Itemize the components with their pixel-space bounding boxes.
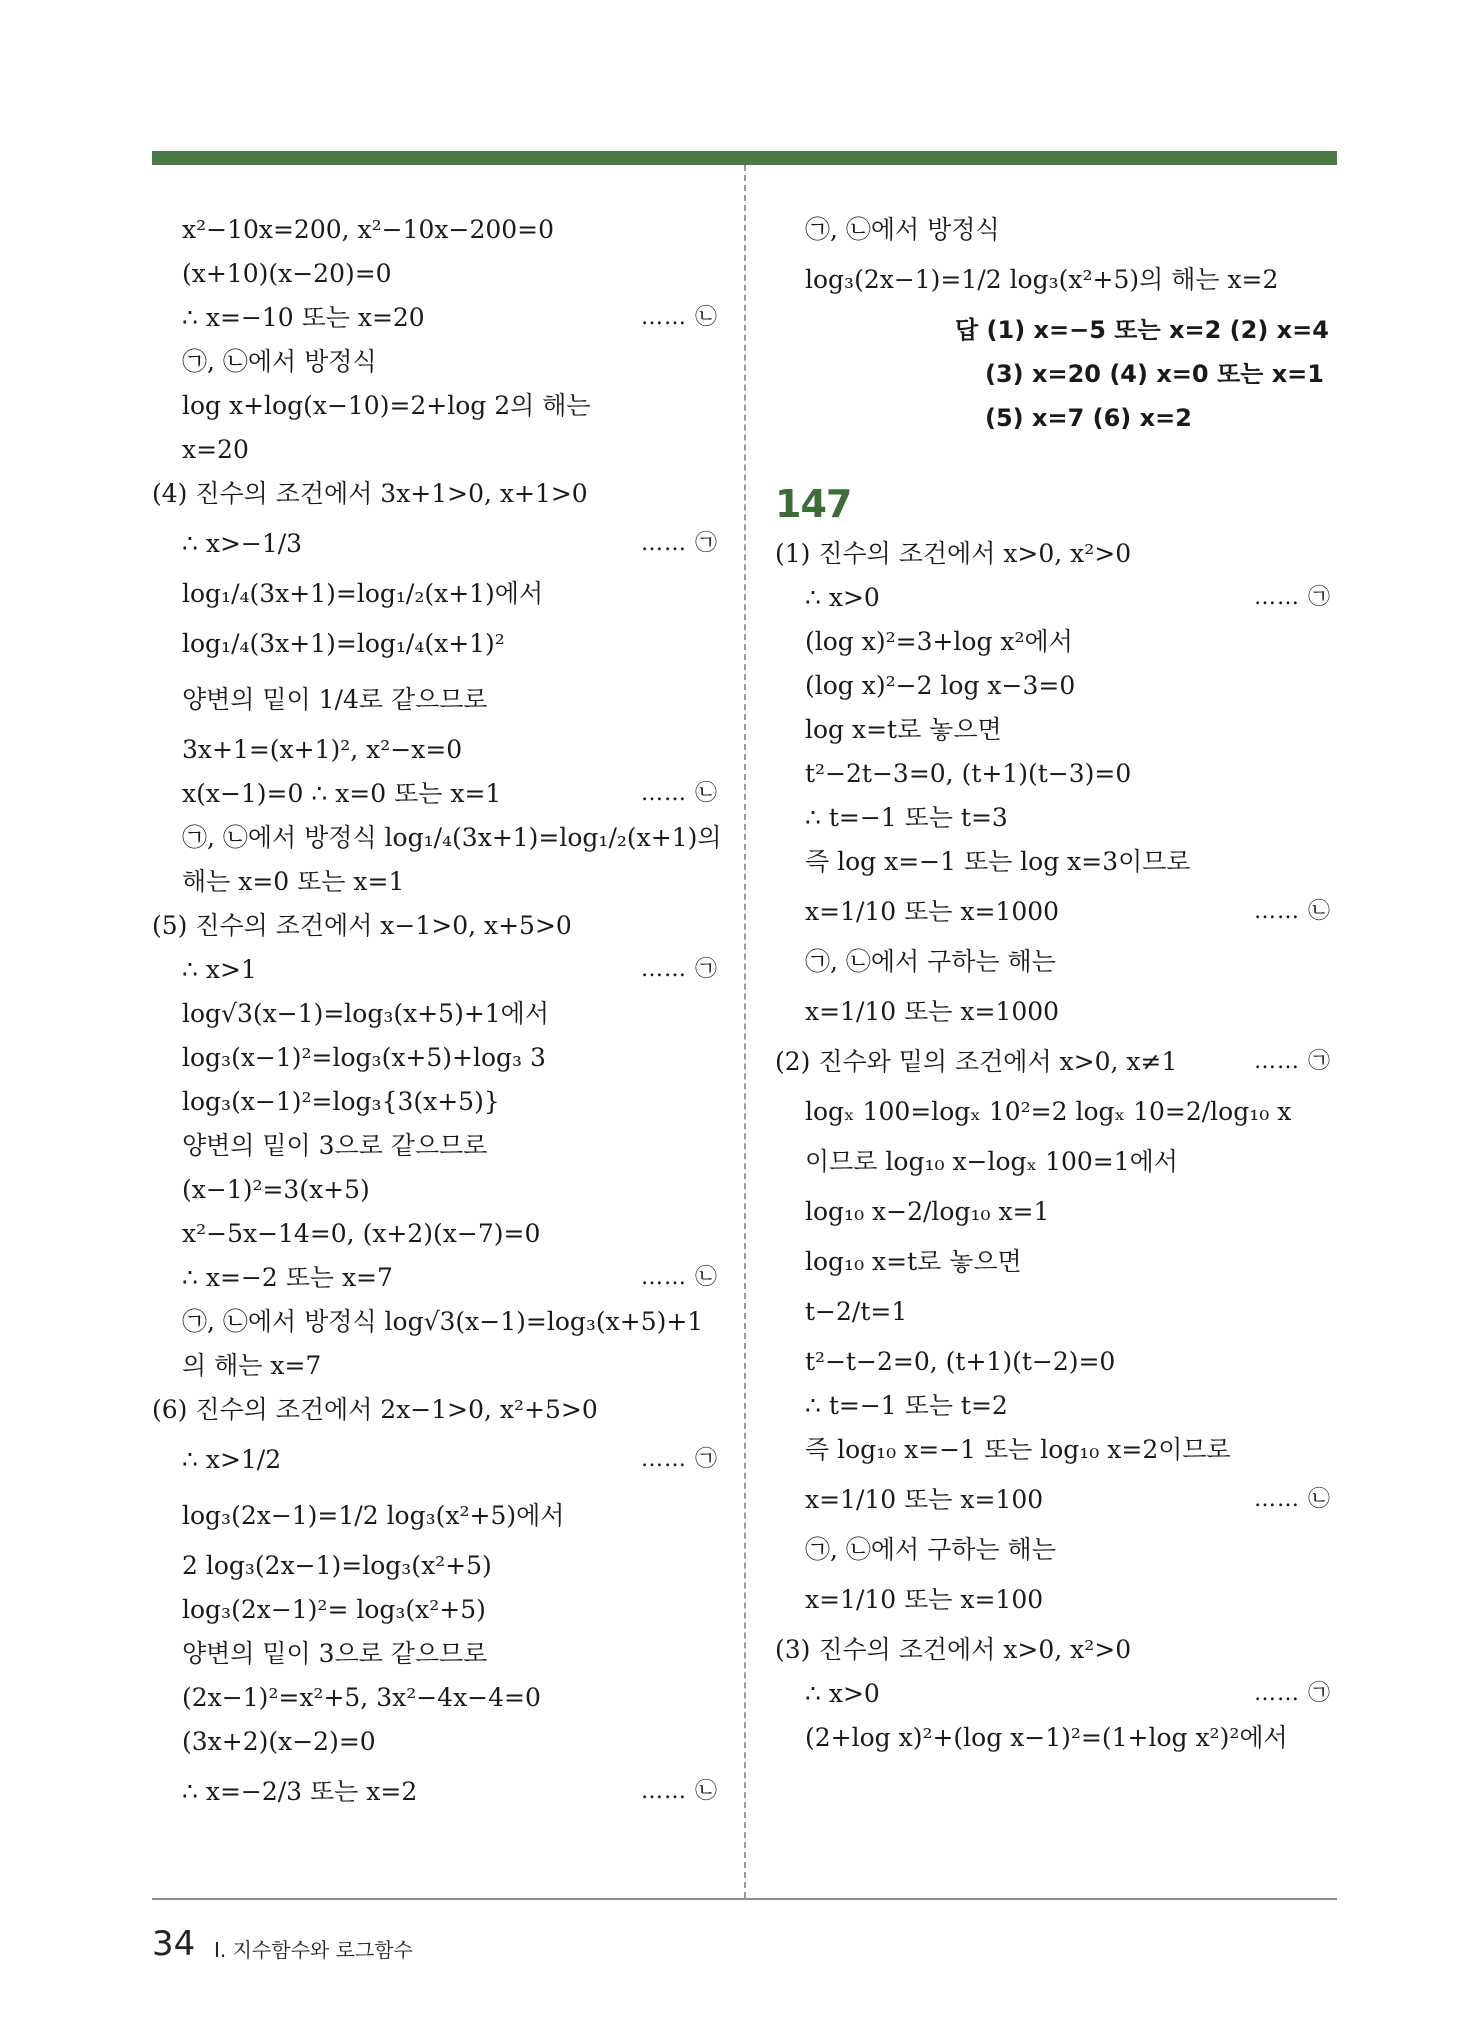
- solution-line: [775, 1384, 1335, 1428]
- line-text: 이므로 log₁₀ x−logₓ 100=1에서: [805, 1147, 1178, 1176]
- line-text: (x−1)²=3(x+5): [182, 1175, 370, 1204]
- line-text: log₃(x−1)²=log₃(x+5)+log₃ 3: [182, 1043, 546, 1072]
- equation-marker: …… ㉠: [641, 531, 718, 556]
- line-text: 해는 x=0 또는 x=1: [182, 867, 405, 896]
- line-text: ∴ x>0: [805, 583, 880, 612]
- solution-line: [152, 1124, 722, 1168]
- header-accent-bar: [152, 151, 1337, 165]
- line-text: (log x)²−2 log x−3=0: [805, 671, 1076, 700]
- line-text: ∴ x=−2/3 또는 x=2: [182, 1777, 418, 1806]
- solution-line: [775, 1040, 1335, 1084]
- solution-line: [775, 1084, 1335, 1140]
- line-text: 양변의 밑이 1/4로 같으므로: [182, 685, 488, 714]
- line-text: x²−10x=200, x²−10x−200=0: [182, 215, 555, 244]
- line-text: x²−5x−14=0, (x+2)(x−7)=0: [182, 1219, 541, 1248]
- solution-line: [152, 572, 722, 616]
- solution-line: [775, 1340, 1335, 1384]
- solution-line: [775, 1672, 1335, 1716]
- line-text: (3x+2)(x−2)=0: [182, 1727, 376, 1756]
- line-text: (log x)²=3+log x²에서: [805, 627, 1073, 656]
- line-text: log₁/₄(3x+1)=log₁/₂(x+1)에서: [182, 579, 544, 608]
- solution-line: [775, 796, 1335, 840]
- line-text: log₁₀ x=t로 놓으면: [805, 1247, 1022, 1276]
- line-text: 즉 log x=−1 또는 log x=3이므로: [805, 847, 1191, 876]
- solution-line: [152, 252, 722, 296]
- line-text: (x+10)(x−20)=0: [182, 259, 392, 288]
- line-text: x=1/10 또는 x=1000: [805, 997, 1060, 1026]
- solution-line: [152, 1588, 722, 1632]
- equation-marker: …… ㉡: [641, 781, 718, 806]
- line-text: 즉 log₁₀ x=−1 또는 log₁₀ x=2이므로: [805, 1435, 1231, 1464]
- answer-line: (3) x=20 (4) x=0 또는 x=1: [985, 360, 1324, 388]
- line-text: log₃(2x−1)=1/2 log₃(x²+5)에서: [182, 1501, 565, 1530]
- line-text: (5) 진수의 조건에서 x−1>0, x+5>0: [152, 911, 572, 940]
- solution-line: [152, 1344, 722, 1388]
- equation-marker: …… ㉡: [1254, 1487, 1331, 1512]
- solution-line: [152, 948, 722, 992]
- line-text: t²−t−2=0, (t+1)(t−2)=0: [805, 1347, 1116, 1376]
- line-text: ∴ t=−1 또는 t=3: [805, 803, 1008, 832]
- line-text: log₃(2x−1)²= log₃(x²+5): [182, 1595, 486, 1624]
- solution-line: [152, 728, 722, 772]
- solution-line: [775, 208, 1335, 252]
- solution-line: [775, 1184, 1335, 1240]
- solution-line: [152, 208, 722, 252]
- line-text: (2+log x)²+(log x−1)²=(1+log x²)²에서: [805, 1723, 1288, 1752]
- line-text: x=1/10 또는 x=100: [805, 1585, 1044, 1614]
- left-column: [152, 208, 722, 1820]
- solution-line: [775, 1284, 1335, 1340]
- solution-line: [775, 840, 1335, 884]
- equation-marker: …… ㉡: [641, 1779, 718, 1804]
- solution-line: [775, 664, 1335, 708]
- answer-line: (5) x=7 (6) x=2: [985, 404, 1192, 432]
- footer-rule: [152, 1898, 1337, 1900]
- solution-line: [775, 1240, 1335, 1284]
- solution-line: [152, 1256, 722, 1300]
- problem-solution: [775, 532, 1335, 1760]
- equation-marker: …… ㉡: [641, 305, 718, 330]
- equation-marker: …… ㉠: [1254, 585, 1331, 610]
- solution-line: [775, 984, 1335, 1040]
- line-text: log₃(2x−1)=1/2 log₃(x²+5)의 해는 x=2: [805, 265, 1279, 294]
- solution-line: [775, 1716, 1335, 1760]
- equation-marker: …… ㉠: [641, 957, 718, 982]
- line-text: log₁₀ x−2/log₁₀ x=1: [805, 1197, 1050, 1226]
- line-text: ∴ x>1/2: [182, 1445, 282, 1474]
- solution-line: [152, 1544, 722, 1588]
- equation-marker: …… ㉡: [1254, 899, 1331, 924]
- page-number: 34: [152, 1924, 196, 1964]
- line-text: (1) 진수의 조건에서 x>0, x²>0: [775, 539, 1132, 568]
- line-text: t−2/t=1: [805, 1297, 908, 1326]
- solution-line: [152, 516, 722, 572]
- solution-line: [152, 1212, 722, 1256]
- solution-line: [775, 620, 1335, 664]
- line-text: ∴ x>−1/3: [182, 529, 303, 558]
- line-text: log x=t로 놓으면: [805, 715, 1002, 744]
- line-text: x(x−1)=0 ∴ x=0 또는 x=1: [182, 779, 502, 808]
- solution-line: [775, 576, 1335, 620]
- solution-line: [775, 532, 1335, 576]
- answer-line: 답 (1) x=−5 또는 x=2 (2) x=4: [955, 316, 1329, 344]
- line-text: ㉠, ㉡에서 방정식: [182, 347, 377, 376]
- right-column-continuation: [775, 208, 1335, 308]
- line-text: (2x−1)²=x²+5, 3x²−4x−4=0: [182, 1683, 541, 1712]
- solution-line: [152, 1432, 722, 1488]
- equation-marker: …… ㉠: [1254, 1049, 1331, 1074]
- line-text: ㉠, ㉡에서 방정식 log₁/₄(3x+1)=log₁/₂(x+1)의: [182, 823, 722, 852]
- solution-line: [152, 1632, 722, 1676]
- line-text: ∴ x>0: [805, 1679, 880, 1708]
- solution-line: [775, 1528, 1335, 1572]
- solution-line: [152, 1300, 722, 1344]
- line-text: log₃(x−1)²=log₃{3(x+5)}: [182, 1087, 500, 1116]
- solution-line: [152, 472, 722, 516]
- solution-line: [775, 940, 1335, 984]
- line-text: ∴ t=−1 또는 t=2: [805, 1391, 1008, 1420]
- line-text: log x+log(x−10)=2+log 2의 해는: [182, 391, 591, 420]
- line-text: logₓ 100=logₓ 10²=2 logₓ 10=2/log₁₀ x: [805, 1097, 1292, 1126]
- solution-line: [152, 672, 722, 728]
- line-text: 의 해는 x=7: [182, 1351, 322, 1380]
- line-text: ㉠, ㉡에서 구하는 해는: [805, 1535, 1056, 1564]
- solution-line: [152, 616, 722, 672]
- solution-line: [775, 1140, 1335, 1184]
- solution-line: [152, 1488, 722, 1544]
- problem-number: 147: [775, 482, 852, 526]
- solution-line: [775, 1572, 1335, 1628]
- solution-line: [152, 1080, 722, 1124]
- line-text: (6) 진수의 조건에서 2x−1>0, x²+5>0: [152, 1395, 598, 1424]
- line-text: ∴ x=−2 또는 x=7: [182, 1263, 393, 1292]
- equation-marker: …… ㉡: [641, 1265, 718, 1290]
- line-text: log₁/₄(3x+1)=log₁/₄(x+1)²: [182, 629, 505, 658]
- solution-line: [152, 1168, 722, 1212]
- solution-line: [152, 1676, 722, 1720]
- line-text: ∴ x=−10 또는 x=20: [182, 303, 425, 332]
- line-text: ㉠, ㉡에서 구하는 해는: [805, 947, 1056, 976]
- solution-line: [775, 252, 1335, 308]
- solution-line: [152, 860, 722, 904]
- line-text: x=20: [182, 435, 249, 464]
- solution-line: [152, 992, 722, 1036]
- column-divider: [744, 165, 746, 1898]
- solution-line: [152, 904, 722, 948]
- line-text: (3) 진수의 조건에서 x>0, x²>0: [775, 1635, 1132, 1664]
- line-text: ㉠, ㉡에서 방정식 log√3(x−1)=log₃(x+5)+1: [182, 1307, 704, 1336]
- solution-line: [775, 884, 1335, 940]
- solution-line: [775, 708, 1335, 752]
- answer-block: [775, 308, 1335, 440]
- solution-line: [775, 752, 1335, 796]
- solution-line: [152, 1388, 722, 1432]
- solution-line: [775, 1628, 1335, 1672]
- solution-line: [152, 340, 722, 384]
- line-text: (2) 진수와 밑의 조건에서 x>0, x≠1: [775, 1047, 1178, 1076]
- line-text: (4) 진수의 조건에서 3x+1>0, x+1>0: [152, 479, 588, 508]
- solution-line: [152, 1764, 722, 1820]
- equation-marker: …… ㉠: [1254, 1681, 1331, 1706]
- line-text: 양변의 밑이 3으로 같으므로: [182, 1131, 488, 1160]
- line-text: ∴ x>1: [182, 955, 257, 984]
- right-column: [775, 208, 1335, 1760]
- solution-line: [152, 384, 722, 428]
- line-text: ㉠, ㉡에서 방정식: [805, 215, 1000, 244]
- line-text: log√3(x−1)=log₃(x+5)+1에서: [182, 999, 549, 1028]
- solution-line: [152, 816, 722, 860]
- solution-line: [152, 428, 722, 472]
- solution-line: [152, 772, 722, 816]
- line-text: 양변의 밑이 3으로 같으므로: [182, 1639, 488, 1668]
- solution-line: [775, 1428, 1335, 1472]
- line-text: x=1/10 또는 x=1000: [805, 897, 1060, 926]
- solution-line: [775, 1472, 1335, 1528]
- line-text: t²−2t−3=0, (t+1)(t−3)=0: [805, 759, 1132, 788]
- solution-line: [152, 296, 722, 340]
- equation-marker: …… ㉠: [641, 1447, 718, 1472]
- solution-line: [152, 1720, 722, 1764]
- solution-line: [152, 1036, 722, 1080]
- line-text: 2 log₃(2x−1)=log₃(x²+5): [182, 1551, 492, 1580]
- chapter-title: Ⅰ. 지수함수와 로그함수: [214, 1938, 413, 1962]
- line-text: 3x+1=(x+1)², x²−x=0: [182, 735, 463, 764]
- line-text: x=1/10 또는 x=100: [805, 1485, 1044, 1514]
